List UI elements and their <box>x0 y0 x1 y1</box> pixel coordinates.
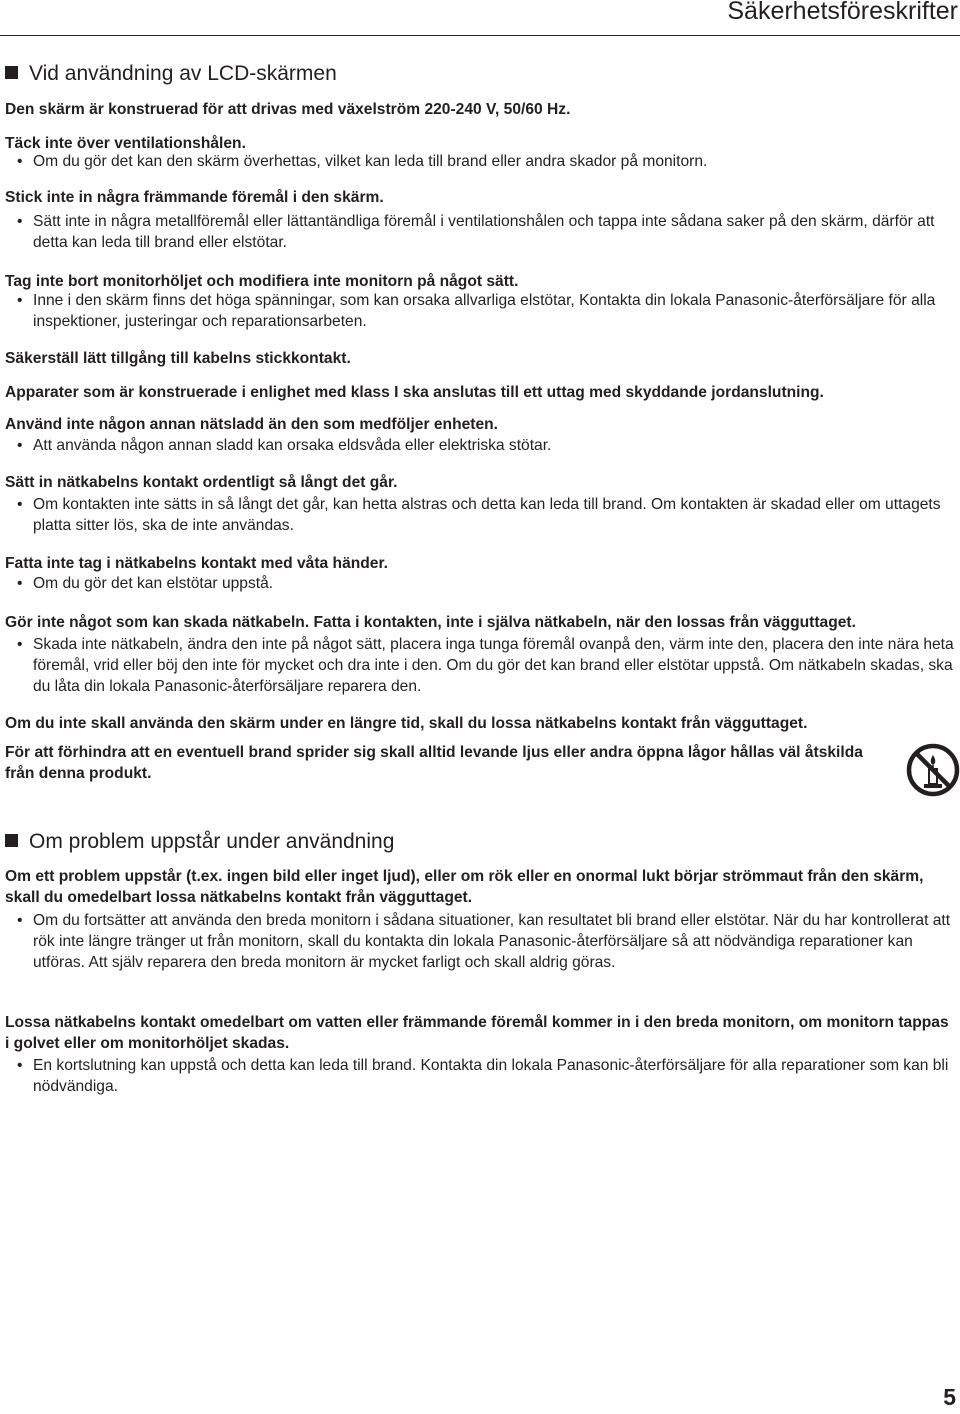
bullet-item: • Sätt inte in några metallföremål eller lättantändliga föremål i ventilationshålen och tappa inte sådana saker på den skärm, därför att detta kan leda till brand eller elstötar. <box>17 213 935 251</box>
section-heading-text: Vid användning av LCD-skärmen <box>29 62 337 85</box>
notice-title: För att förhindra att en eventuell brand sprider sig skall alltid levande ljus eller andra öppna lågor hållas väl åtskilda från denna produkt. <box>5 744 863 782</box>
bullet-dot-icon: • <box>17 213 23 230</box>
bullet-item: • En kortslutning kan uppstå och detta kan leda till brand. Kontakta din lokala Panasonic-återförsäljare för alla reparationer som kan bli nödvändiga. <box>17 1057 949 1095</box>
square-bullet-icon <box>5 834 18 847</box>
section-heading-text: Om problem uppstår under användning <box>29 830 395 853</box>
notice-title: Den skärm är konstruerad för att drivas med växelström 220-240 V, 50/60 Hz. <box>5 101 571 118</box>
no-open-flame-icon <box>906 743 960 797</box>
notice-title: Apparater som är konstruerade i enlighet med klass I ska anslutas till ett uttag med skyddande jordanslutning. <box>5 384 824 401</box>
notice-title: Lossa nätkabelns kontakt omedelbart om vatten eller främmande föremål kommer in i den breda monitorn, om monitorn tappas i golvet eller om monitorhöljet skadas. <box>5 1014 949 1052</box>
notice-title: Fatta inte tag i nätkabelns kontakt med våta händer. <box>5 555 389 572</box>
notice-title: Täck inte över ventilationshålen. <box>5 135 246 152</box>
page-number: 5 <box>943 1384 956 1410</box>
notice-title: Tag inte bort monitorhöljet och modifiera inte monitorn på något sätt. <box>5 273 519 290</box>
bullet-item: • Skada inte nätkabeln, ändra den inte på något sätt, placera inga tunga föremål ovanpå den, värm inte den, placera den inte nära heta föremål, vrid eller böj den inte för mycket och dra inte i den. Om du gör det kan brand eller elstötar uppstå. Om nätkabeln skadas, ska du låta din lokala Panasonic-återförsäljare reparera den. <box>17 636 954 695</box>
bullet-item: • Om du gör det kan elstötar uppstå. <box>17 575 274 592</box>
bullet-dot-icon: • <box>17 496 23 513</box>
bullet-dot-icon: • <box>17 437 23 454</box>
bullet-item: • Om du gör det kan den skärm överhettas, vilket kan leda till brand eller andra skador på monitorn. <box>17 153 708 170</box>
bullet-item: • Att använda någon annan sladd kan orsaka eldsvåda eller elektriska stötar. <box>17 437 552 454</box>
page-header-title: Säkerhetsföreskrifter <box>727 0 958 25</box>
header-divider <box>0 35 960 36</box>
notice-title: Sätt in nätkabelns kontakt ordentligt så långt det går. <box>5 474 398 491</box>
bullet-dot-icon: • <box>17 292 23 309</box>
bullet-dot-icon: • <box>17 1057 23 1074</box>
bullet-item: • Om du fortsätter att använda den breda monitorn i sådana situationer, kan resultatet bli brand eller elstötar. När du har kontrollerat att rök inte längre tränger ut från monitorn, skall du kontakta din lokala Panasonic-återförsäljare så att nödvändiga reparationer kan utföras. Att själv reparera den breda monitorn är mycket farligt och skall aldrig göras. <box>17 912 951 971</box>
notice-title: Använd inte någon annan nätsladd än den som medföljer enheten. <box>5 416 499 433</box>
notice-title: Stick inte in några främmande föremål i den skärm. <box>5 189 384 206</box>
bullet-dot-icon: • <box>17 636 23 653</box>
notice-title: Säkerställ lätt tillgång till kabelns stickkontakt. <box>5 350 351 367</box>
notice-title: Om du inte skall använda den skärm under en längre tid, skall du lossa nätkabelns kontakt från vägguttaget. <box>5 715 808 732</box>
bullet-item: • Inne i den skärm finns det höga spänningar, som kan orsaka allvarliga elstötar, Kontakta din lokala Panasonic-återförsäljare för alla inspektioner, justeringar och reparationsarbeten. <box>17 292 936 330</box>
section-heading-problems <box>5 830 394 854</box>
section-heading-lcd <box>5 62 337 86</box>
bullet-dot-icon: • <box>17 153 23 170</box>
bullet-dot-icon: • <box>17 912 23 929</box>
square-bullet-icon <box>5 66 18 79</box>
notice-title: Om ett problem uppstår (t.ex. ingen bild eller inget ljud), eller om rök eller en onormal lukt börjar strömmaut från den skärm, skall du omedelbart lossa nätkabelns kontakt från vägguttaget. <box>5 868 924 906</box>
bullet-dot-icon: • <box>17 575 23 592</box>
notice-title: Gör inte något som kan skada nätkabeln. Fatta i kontakten, inte i själva nätkabeln, när den lossas från vägguttaget. <box>5 614 856 631</box>
bullet-item: • Om kontakten inte sätts in så långt det går, kan hetta alstras och detta kan leda till brand. Om kontakten är skadad eller om uttagets platta sitter lös, ska de inte användas. <box>17 496 941 534</box>
